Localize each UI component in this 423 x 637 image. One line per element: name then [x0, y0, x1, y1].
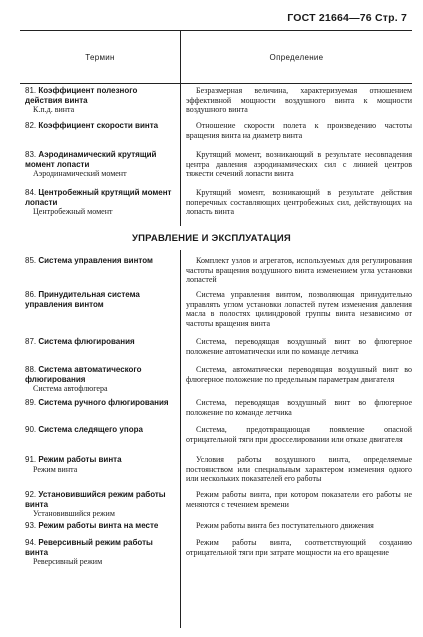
term-cell	[25, 365, 173, 394]
term-number: 91.	[25, 455, 37, 464]
doc-number: ГОСТ 21664—76	[287, 12, 372, 24]
section-title: УПРАВЛЕНИЕ И ЭКСПЛУАТАЦИЯ	[132, 233, 291, 244]
definition-cell: Система, предотвращающая появление опасной отрицательной тяги при дросселировании или отказе двигателя	[186, 425, 412, 444]
term-number: 83.	[25, 150, 37, 159]
term-name: Система флюгирования	[38, 337, 135, 346]
definition-cell: Условия работы воздушного винта, определяемые постоянством или специальным характером изменения одного или нескольких показателей его работы	[186, 455, 412, 484]
term-number: 89.	[25, 398, 37, 407]
term-short-form: Аэродинамический момент	[33, 169, 127, 179]
term-number: 86.	[25, 290, 37, 299]
term-name: Реверсивный режим работы винта	[25, 538, 153, 557]
term-cell	[25, 490, 173, 519]
term-number: 90.	[25, 425, 37, 434]
definition-cell: Система, автоматически переводящая воздушный винт во флюгерное положение по предельным параметрам двигателя	[186, 365, 412, 384]
term-cell	[25, 150, 173, 179]
column-divider-bottom	[180, 250, 181, 628]
page-label: Стр. 7	[374, 12, 407, 24]
term-name: Аэродинамический крутящий момент лопасти	[25, 150, 157, 169]
term-cell	[25, 398, 173, 408]
term-name: Режим работы винта	[38, 455, 122, 464]
term-number: 82.	[25, 121, 37, 130]
definition-cell: Система управления винтом, позволяющая принудительно управлять углом установки лопастей путем изменения давления масла в полостях цилиндровой группы винта независимо от частоты вращения винта	[186, 290, 412, 328]
term-number: 93.	[25, 521, 37, 530]
definition-cell: Система, переводящая воздушный винт во флюгерное положение по команде летчика	[186, 398, 412, 417]
term-short-form: Установившийся режим	[33, 509, 115, 519]
page-header	[287, 12, 407, 24]
term-number: 94.	[25, 538, 37, 547]
term-cell	[25, 521, 173, 531]
term-number: 88.	[25, 365, 37, 374]
term-name: Коэффициент полезного действия винта	[25, 86, 138, 105]
definition-cell: Отношение скорости полета к произведению частоты вращения винта на диаметр винта	[186, 121, 412, 140]
definition-cell: Безразмерная величина, характеризуемая отношением эффективной мощности воздушного винта к мощности воздушного винта	[186, 86, 412, 115]
term-cell	[25, 425, 173, 435]
term-cell	[25, 290, 173, 309]
term-cell	[25, 256, 173, 266]
term-short-form: Система автофлюгера	[33, 384, 108, 394]
column-header-definition: Определение	[269, 53, 324, 62]
term-short-form: Реверсивный режим	[33, 557, 103, 567]
column-header-term: Термин	[85, 53, 115, 62]
term-cell	[25, 188, 173, 217]
term-name: Система автоматического флюгирования	[25, 365, 142, 384]
definition-cell: Система, переводящая воздушный винт во флюгерное положение автоматически или по команде летчика	[186, 337, 412, 356]
term-number: 85.	[25, 256, 37, 265]
term-number: 84.	[25, 188, 37, 197]
definition-cell: Комплект узлов и агрегатов, используемых для регулирования частоты вращения воздушного винта изменением угла установки лопастей	[186, 256, 412, 285]
term-cell	[25, 86, 173, 115]
definition-cell: Режим работы винта, соответствующий созданию отрицательной тяги при затрате мощности на его вращение	[186, 538, 412, 557]
definition-cell: Режим работы винта, при котором показатели его работы не меняются с течением времени	[186, 490, 412, 509]
definition-cell: Крутящий момент, возникающий в результате несовпадения центра давления аэродинамических сил с линией центров тяжести сечений лопасти винта	[186, 150, 412, 179]
term-cell	[25, 121, 173, 131]
term-name: Система следящего упора	[38, 425, 143, 434]
term-name: Центробежный крутящий момент лопасти	[25, 188, 172, 207]
table-header	[20, 30, 412, 84]
term-cell	[25, 538, 173, 567]
term-short-form: К.п.д. винта	[33, 105, 75, 115]
term-cell	[25, 455, 173, 474]
term-name: Коэффициент скорости винта	[38, 121, 159, 130]
term-name: Система управления винтом	[38, 256, 153, 265]
definition-cell: Режим работы винта без поступательного движения	[196, 521, 374, 530]
definition-cell: Крутящий момент, возникающий в результате действия поперечных составляющих центробежных сил, действующих на лопасть винта	[186, 188, 412, 217]
term-name: Режим работы винта на месте	[38, 521, 159, 530]
term-number: 92.	[25, 490, 37, 499]
term-name: Установившийся режим работы винта	[25, 490, 166, 509]
term-number: 87.	[25, 337, 37, 346]
column-divider-top	[180, 82, 181, 226]
term-short-form: Центробежный момент	[33, 207, 113, 217]
term-cell	[25, 337, 173, 347]
term-short-form: Режим винта	[33, 464, 78, 474]
term-name: Система ручного флюгирования	[38, 398, 169, 407]
term-name: Принудительная система управления винтом	[25, 290, 140, 309]
term-number: 81.	[25, 86, 37, 95]
